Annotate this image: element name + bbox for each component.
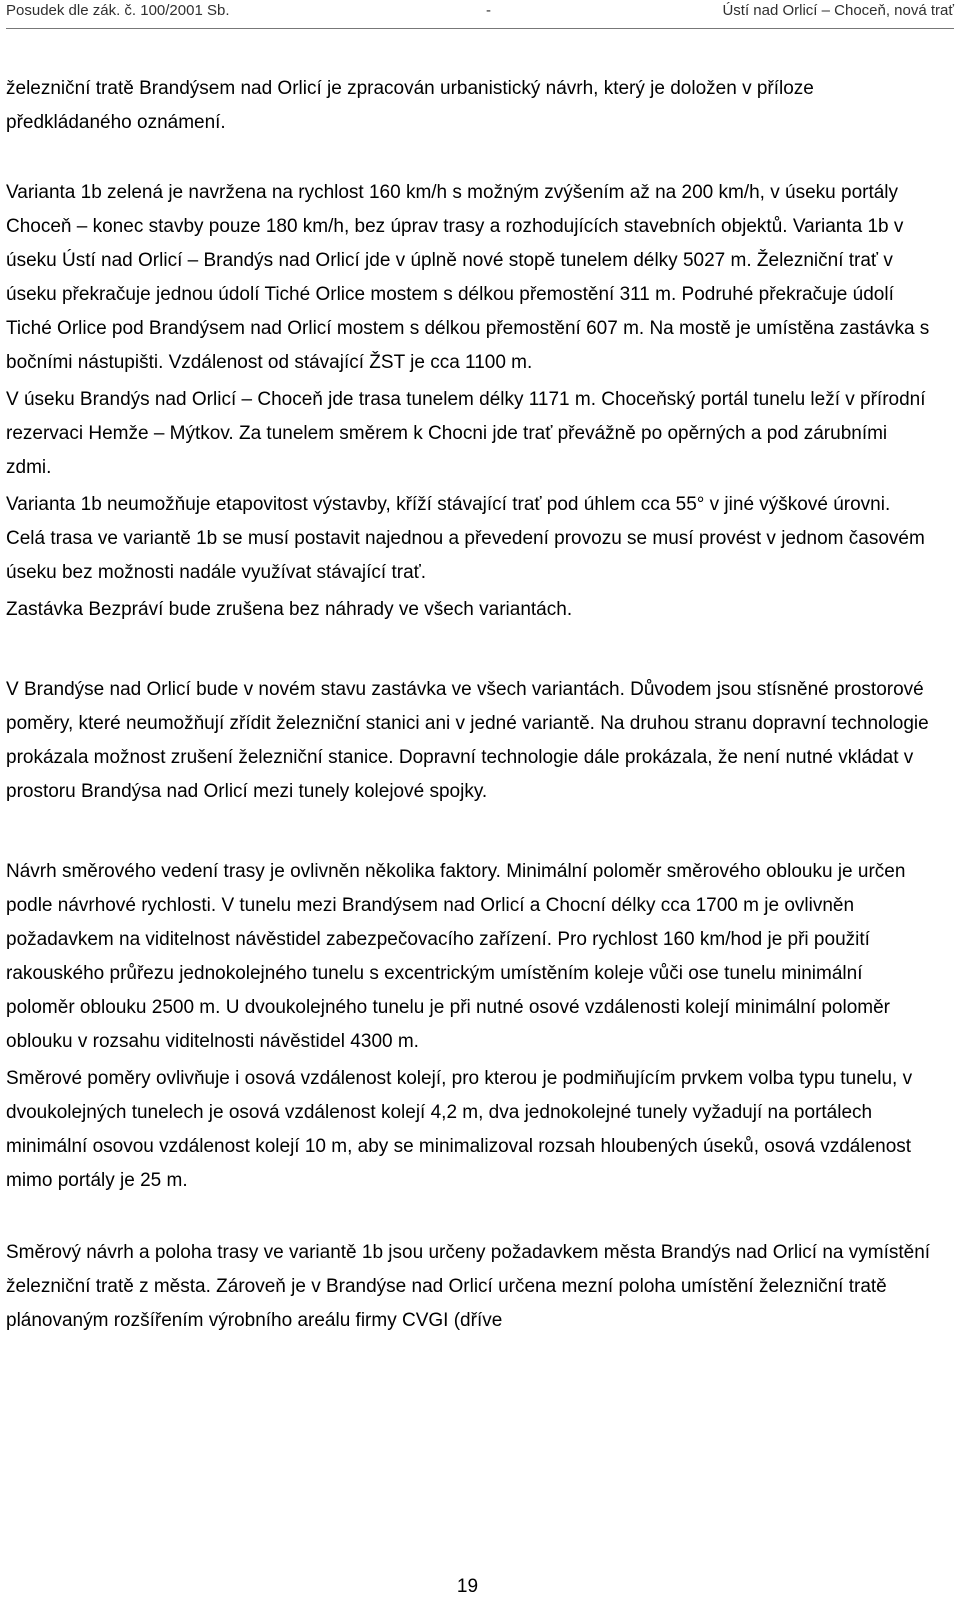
paragraph-alignment-factors: Návrh směrového vedení trasy je ovlivněn několika faktory. Minimální poloměr směrového oblouku je určen podle návrhové rychlosti. V tunelu mezi Brandýsem nad Orlicí a Chocní délky cca 1700 m je ovlivněn požadavkem na viditelnost návěstidel zabezpečovacího zařízení. Pro rychlost 160 km/hod je při použití rakouského průřezu jednokolejného tunelu s excentrickým umístěním koleje vůči ose tunelu minimální poloměr oblouku 2500 m. U dvoukolejného tunelu je při nutné osové vzdálenosti kolejí minimální poloměr oblouku v rozsahu viditelnosti návěstidel 4300 m.	[6, 861, 906, 1052]
header-separator: -	[486, 2, 491, 19]
paragraph-brandys-stop: V Brandýse nad Orlicí bude v novém stavu zastávka ve všech variantách. Důvodem jsou stísněné prostorové poměry, které neumožňují zřídit železniční stanici ani v jedné variantě. Na druhou stranu dopravní technologie prokázala možnost zrušení železniční stanice. Dopravní technologie dále prokázala, že není nutné vkládat v prostoru Brandýsa nad Orlicí mezi tunely kolejové spojky.	[6, 679, 929, 802]
page-number: 19	[456, 1576, 479, 1597]
paragraph-track-spacing: Směrové poměry ovlivňuje i osová vzdálenost kolejí, pro kterou je podmiňujícím prvkem volba typu tunelu, v dvoukolejných tunelech je osová vzdálenost kolejí 4,2 m, dva jednokolejné tunely vyžadují na portálech minimální osovou vzdálenost kolejí 10 m, aby se minimalizoval rozsah hloubených úseků, osová vzdálenost mimo portály je 25 m.	[6, 1068, 913, 1191]
paragraph-spacer	[6, 627, 934, 673]
paragraph-urban-proposal: železniční tratě Brandýsem nad Orlicí je zpracován urbanistický návrh, který je doložen v příloze předkládaného oznámení.	[6, 78, 814, 133]
paragraph-spacer	[6, 809, 934, 855]
paragraph-route-position: Směrový návrh a poloha trasy ve variantě 1b jsou určeny požadavkem města Brandýs nad Orlicí na vymístění železniční tratě z města. Zároveň je v Brandýse nad Orlicí určena mezní poloha umístění železniční tratě plánovaným rozšířením výrobního areálu firmy CVGI (dříve	[6, 1242, 931, 1331]
paragraph-bezpravi-stop: Zastávka Bezpráví bude zrušena bez náhrady ve všech variantách.	[6, 599, 573, 620]
paragraph-spacer	[6, 1198, 934, 1236]
header-document-reference: Posudek dle zák. č. 100/2001 Sb.	[6, 2, 230, 19]
paragraph-spacer	[6, 140, 934, 176]
paragraph-brandys-chocen-section: V úseku Brandýs nad Orlicí – Choceň jde trasa tunelem délky 1171 m. Choceňský portál tunelu leží v přírodní rezervaci Hemže – Mýtkov. Za tunelem směrem k Chocni jde trať převážně po opěrných a pod zárubními zdmi.	[6, 389, 926, 478]
paragraph-variant-1b-route: Varianta 1b zelená je navržena na rychlost 160 km/h s možným zvýšením až na 200 km/h, v úseku portály Choceň – konec stavby pouze 180 km/h, bez úprav trasy a rozhodujících stavebních objektů. Varianta 1b v úseku Ústí nad Orlicí – Brandýs nad Orlicí jde v úplně nové stopě tunelem délky 5027 m. Železniční trať v úseku překračuje jednou údolí Tiché Orlice mostem s délkou přemostění 311 m. Podruhé překračuje údolí Tiché Orlice pod Brandýsem nad Orlicí mostem s délkou přemostění 607 m. Na mostě je umístěna zastávka s bočními nástupišti. Vzdálenost od stávající ŽST je cca 1100 m.	[6, 182, 930, 373]
document-body	[6, 72, 934, 1338]
page-header	[6, 2, 954, 28]
header-project-title: Ústí nad Orlicí – Choceň, nová trať	[722, 2, 954, 19]
header-divider	[6, 28, 954, 29]
paragraph-construction-staging: Varianta 1b neumožňuje etapovitost výstavby, kříží stávající trať pod úhlem cca 55° v jiné výškové úrovni. Celá trasa ve variantě 1b se musí postavit najednou a převedení provozu se musí provést v jednom časovém úseku bez možnosti nadále využívat stávající trať.	[6, 494, 925, 583]
